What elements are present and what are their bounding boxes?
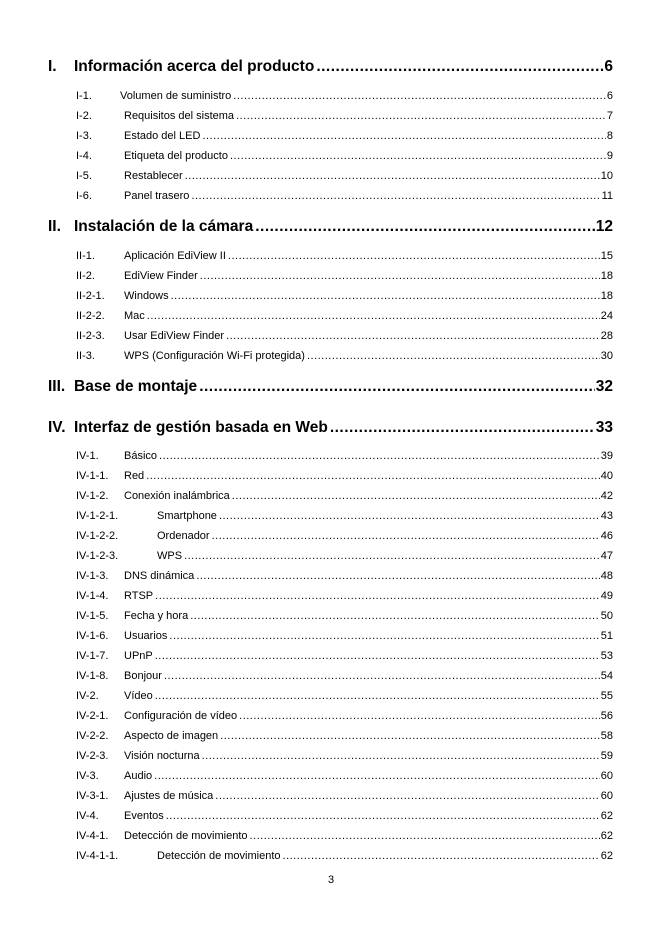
toc-entry[interactable] — [76, 810, 613, 822]
dot-leader — [184, 550, 600, 562]
toc-chapter[interactable] — [48, 419, 613, 437]
toc-entry[interactable] — [76, 130, 613, 142]
toc-entry-page: 18 — [600, 290, 613, 302]
dot-leader — [316, 58, 603, 76]
toc-chapter[interactable] — [48, 58, 613, 76]
toc-entry-page: 62 — [600, 850, 613, 862]
toc-entry-number: IV-3. — [76, 770, 99, 782]
dot-leader — [147, 310, 600, 322]
toc-entry-title: Aspecto de imagen — [124, 730, 219, 742]
dot-leader — [200, 270, 600, 282]
toc-entry-title: Panel trasero — [124, 190, 190, 202]
toc-entry-page: 10 — [600, 170, 613, 182]
toc-entry-number: IV-2-1. — [76, 710, 109, 722]
dot-leader — [202, 750, 600, 762]
dot-leader — [166, 810, 600, 822]
toc-entry-number: IV-2-3. — [76, 750, 109, 762]
toc-entry-title: Base de montaje — [74, 378, 198, 395]
toc-entry-title: Básico — [124, 450, 158, 462]
toc-entry[interactable] — [76, 350, 613, 362]
toc-entry-title: WPS — [157, 550, 183, 562]
toc-entry-number: II-2-1. — [76, 290, 105, 302]
toc-entry-page: 33 — [595, 419, 613, 436]
toc-entry-title: Bonjour — [124, 670, 162, 682]
toc-entry-page: 46 — [600, 530, 613, 542]
toc-entry-title: Detección de movimiento — [124, 830, 248, 842]
toc-entry[interactable] — [76, 290, 613, 302]
dot-leader — [233, 90, 606, 102]
dot-leader — [220, 730, 600, 742]
toc-entry-number: IV-1-8. — [76, 670, 109, 682]
toc-entry-title: UPnP — [124, 650, 153, 662]
toc-entry-title: Eventos — [124, 810, 164, 822]
page-number: 3 — [327, 874, 335, 886]
toc-chapter[interactable] — [48, 378, 613, 396]
dot-leader — [330, 419, 595, 437]
dot-leader — [215, 790, 599, 802]
toc-entry-page: 11 — [601, 190, 613, 202]
toc-entry-page: 43 — [600, 510, 613, 522]
toc-entry-title: Conexión inalámbrica — [124, 490, 230, 502]
toc-entry-title: Visión nocturna — [124, 750, 200, 762]
dot-leader — [230, 150, 606, 162]
toc-entry[interactable] — [76, 510, 613, 522]
dot-leader — [236, 110, 606, 122]
toc-entry-title: Red — [124, 470, 145, 482]
toc-entry-page: 58 — [600, 730, 613, 742]
dot-leader — [226, 330, 600, 342]
toc-entry[interactable] — [76, 150, 613, 162]
toc-entry[interactable] — [76, 570, 613, 582]
toc-entry-page: 32 — [595, 378, 613, 395]
toc-entry-page: 9 — [606, 150, 613, 162]
dot-leader — [283, 850, 600, 862]
toc-entry-page: 39 — [600, 450, 613, 462]
toc-entry-page: 59 — [600, 750, 613, 762]
toc-entry-page: 60 — [600, 790, 613, 802]
toc-entry-number: I-3. — [76, 130, 92, 142]
toc-entry[interactable] — [76, 170, 613, 182]
dot-leader — [154, 770, 600, 782]
toc-entry-number: IV-1-2-2. — [76, 530, 119, 542]
toc-entry-number: IV. — [48, 419, 66, 436]
toc-entry-title: Interfaz de gestión basada en Web — [74, 419, 328, 436]
toc-entry-title: Configuración de vídeo — [124, 710, 238, 722]
dot-leader — [219, 510, 600, 522]
dot-leader — [239, 710, 600, 722]
toc-entry-number: IV-3-1. — [76, 790, 109, 802]
toc-entry[interactable] — [76, 790, 613, 802]
toc-entry[interactable] — [76, 830, 613, 842]
toc-entry-page: 56 — [600, 710, 613, 722]
dot-leader — [185, 170, 600, 182]
toc-entry-page: 24 — [600, 310, 613, 322]
toc-entry-number: IV-1-2. — [76, 490, 109, 502]
toc-entry-number: IV-1-5. — [76, 610, 109, 622]
toc-entry-title: Aplicación EdiView II — [124, 250, 226, 262]
toc-entry-page: 47 — [600, 550, 613, 562]
toc-entry[interactable] — [76, 470, 613, 482]
toc-entry-page: 6 — [604, 58, 613, 75]
dot-leader — [228, 250, 600, 262]
toc-entry-title: Ordenador — [157, 530, 210, 542]
toc-entry-title: Audio — [124, 770, 153, 782]
toc-entry-page: 6 — [606, 90, 613, 102]
toc-entry-title: Información acerca del producto — [74, 58, 315, 75]
toc-entry-number: II-2. — [76, 270, 95, 282]
toc-entry-page: 60 — [600, 770, 613, 782]
toc-entry-page: 48 — [600, 570, 613, 582]
toc-entry-title: Restablecer — [124, 170, 183, 182]
toc-entry-title: Etiqueta del producto — [124, 150, 228, 162]
toc-entry-title: Usuarios — [124, 630, 168, 642]
toc-entry-number: IV-1. — [76, 450, 99, 462]
toc-entry-number: II-2-3. — [76, 330, 105, 342]
toc-entry[interactable] — [76, 250, 613, 262]
toc-entry[interactable] — [76, 690, 613, 702]
toc-entry-title: DNS dinámica — [124, 570, 195, 582]
toc-entry[interactable] — [76, 610, 613, 622]
toc-entry-number: II. — [48, 218, 61, 235]
toc-entry-title: Fecha y hora — [124, 610, 189, 622]
toc-entry-number: II-2-2. — [76, 310, 105, 322]
dot-leader — [171, 290, 600, 302]
toc-chapter[interactable] — [48, 218, 613, 236]
dot-leader — [190, 610, 600, 622]
toc-entry[interactable] — [76, 270, 613, 282]
toc-entry-title: RTSP — [124, 590, 154, 602]
toc-entry-title: Ajustes de música — [124, 790, 214, 802]
toc-entry-number: IV-2-2. — [76, 730, 109, 742]
toc-entry-page: 28 — [600, 330, 613, 342]
toc-entry-number: II-1. — [76, 250, 95, 262]
toc-entry[interactable] — [76, 730, 613, 742]
toc-entry-page: 8 — [606, 130, 613, 142]
dot-leader — [199, 378, 595, 396]
dot-leader — [169, 630, 599, 642]
toc-entry-number: I-6. — [76, 190, 92, 202]
toc-entry-number: IV-1-4. — [76, 590, 109, 602]
toc-entry[interactable] — [76, 850, 613, 862]
toc-entry-number: I-4. — [76, 150, 92, 162]
toc-entry-page: 12 — [595, 218, 613, 235]
toc-entry-number: IV-1-2-3. — [76, 550, 119, 562]
dot-leader — [255, 218, 595, 236]
toc-entry-page: 7 — [606, 110, 613, 122]
toc-entry-number: I-1. — [76, 90, 92, 102]
toc-entry-number: I. — [48, 58, 57, 75]
toc-entry-number: IV-2. — [76, 690, 99, 702]
toc-entry-number: II-3. — [76, 350, 95, 362]
toc-entry-number: IV-4. — [76, 810, 99, 822]
toc-entry-number: IV-4-1-1. — [76, 850, 119, 862]
toc-entry-number: IV-1-3. — [76, 570, 109, 582]
toc-entry[interactable] — [76, 750, 613, 762]
toc-entry-page: 15 — [600, 250, 613, 262]
toc-entry-number: IV-4-1. — [76, 830, 109, 842]
toc-entry-title: Estado del LED — [124, 130, 201, 142]
dot-leader — [155, 690, 600, 702]
toc-entry-page: 50 — [600, 610, 613, 622]
toc-entry-page: 40 — [600, 470, 613, 482]
toc-entry[interactable] — [76, 650, 613, 662]
toc-entry[interactable] — [76, 550, 613, 562]
toc-entry-page: 54 — [600, 670, 613, 682]
toc-entry-page: 62 — [600, 810, 613, 822]
dot-leader — [250, 830, 600, 842]
toc-entry-page: 30 — [600, 350, 613, 362]
dot-leader — [155, 590, 600, 602]
toc-entry[interactable] — [76, 770, 613, 782]
toc-entry[interactable] — [76, 190, 613, 202]
dot-leader — [232, 490, 600, 502]
toc-entry[interactable] — [76, 670, 613, 682]
toc-entry-number: III. — [48, 378, 66, 395]
toc-entry-number: I-2. — [76, 110, 92, 122]
dot-leader — [191, 190, 600, 202]
toc-entry-page: 55 — [600, 690, 613, 702]
toc-entry-title: Requisitos del sistema — [124, 110, 235, 122]
toc-entry[interactable] — [76, 90, 613, 102]
toc-entry[interactable] — [76, 530, 613, 542]
toc-entry-title: Volumen de suministro — [120, 90, 232, 102]
toc-entry-title: EdiView Finder — [124, 270, 198, 282]
toc-entry-title: Windows — [124, 290, 169, 302]
toc-entry-title: Mac — [124, 310, 145, 322]
toc-entry[interactable] — [76, 590, 613, 602]
dot-leader — [196, 570, 599, 582]
toc-entry[interactable] — [76, 330, 613, 342]
toc-entry-title: Vídeo — [124, 690, 153, 702]
toc-entry-page: 51 — [600, 630, 613, 642]
toc-entry[interactable] — [76, 450, 613, 462]
toc-entry[interactable] — [76, 110, 613, 122]
toc-entry-page: 53 — [600, 650, 613, 662]
dot-leader — [307, 350, 600, 362]
toc-entry[interactable] — [76, 630, 613, 642]
dot-leader — [202, 130, 605, 142]
toc-entry-page: 42 — [600, 490, 613, 502]
toc-entry-title: Instalación de la cámara — [74, 218, 254, 235]
dot-leader — [159, 450, 600, 462]
dot-leader — [146, 470, 600, 482]
toc-entry-title: Usar EdiView Finder — [124, 330, 225, 342]
toc-entry-number: IV-1-7. — [76, 650, 109, 662]
dot-leader — [155, 650, 600, 662]
toc-entry-title: WPS (Configuración Wi-Fi protegida) — [124, 350, 305, 362]
toc-entry[interactable] — [76, 310, 613, 322]
toc-entry-page: 18 — [600, 270, 613, 282]
toc-entry-title: Smartphone — [157, 510, 217, 522]
dot-leader — [212, 530, 600, 542]
toc-entry-number: IV-1-1. — [76, 470, 109, 482]
toc-entry-page: 49 — [600, 590, 613, 602]
toc-entry-number: IV-1-2-1. — [76, 510, 119, 522]
toc-entry-page: 62 — [600, 830, 613, 842]
dot-leader — [164, 670, 600, 682]
toc-entry[interactable] — [76, 490, 613, 502]
toc-entry-title: Detección de movimiento — [157, 850, 281, 862]
toc-entry-number: I-5. — [76, 170, 92, 182]
toc-entry-number: IV-1-6. — [76, 630, 109, 642]
toc-entry[interactable] — [76, 710, 613, 722]
